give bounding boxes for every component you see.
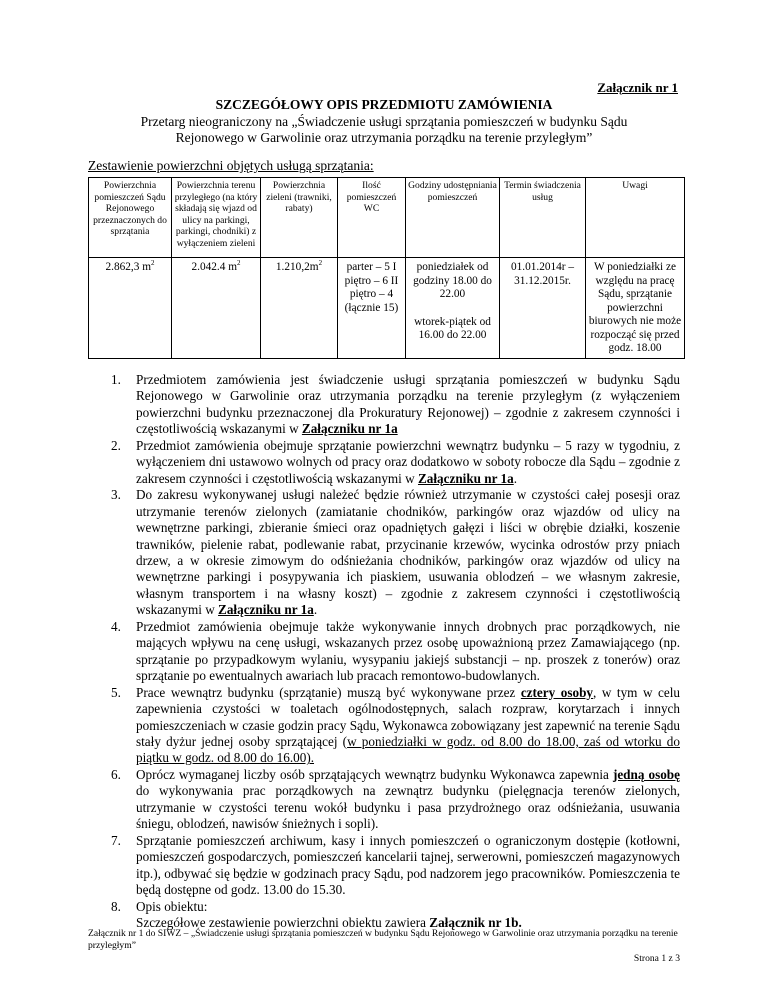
- table-row: [89, 258, 685, 359]
- cell-wc-count: parter – 5 I piętro – 6 II piętro – 4 (łącznie 15): [338, 258, 406, 359]
- cell-building-area: 2.862,3 $m^2$: [89, 258, 172, 359]
- page-number: Strona 1 z 3: [633, 953, 680, 964]
- table-title: Zestawienie powierzchni objętych usługą sprzątania:: [88, 158, 374, 173]
- list-item: 8. Opis obiektu: Szczegółowe zestawienie powierzchni obiektu zawiera Załącznik nr 1b.: [111, 898, 522, 930]
- document-title: SZCZEGÓŁOWY OPIS PRZEDMIOTU ZAMÓWIENIA: [215, 97, 553, 112]
- header-cell: Powierzchnia zieleni (trawniki, rabaty): [261, 178, 338, 258]
- cell-notes: W poniedziałki ze względu na pracę Sądu, sprzątanie powierzchni biurowych nie może rozpocząć się przed godz. 18.00: [586, 258, 685, 359]
- hours-tue-fri: wtorek-piątek od 16.00 do 22.00: [414, 315, 491, 341]
- document-subtitle: Przetarg nieograniczony na „Świadczenie usługi sprzątania pomieszczeń w budynku Sądu Rejonowego w Garwolinie oraz utrzymania porządku na terenie przyległym”: [140, 114, 628, 145]
- header-cell: Uwagi: [586, 178, 685, 258]
- header-cell: Powierzchnia terenu przyległego (na który składają się wjazd od ulicy na parkingi, parkingi, chodniki) z wyłączeniem zieleni: [172, 178, 261, 258]
- table-header-row: [89, 178, 685, 258]
- list-item: 7. Sprzątanie pomieszczeń archiwum, kasy i innych pomieszczeń o ograniczonym dostępie (kotłowni, pomieszczeń gospodarczych, pomieszczeń kancelarii tajnej, serwerowni, pomieszczeń magazynowych itp.), odbywać się będzie w godzinach pracy Sądu, pod nadzorem jego pracowników. Pomieszczenia te będą dostępne od godz. 13.00 do 15.30.: [111, 832, 680, 898]
- requirements-list: [88, 372, 680, 931]
- header-cell: Godziny udostępniania pomieszczeń: [406, 178, 500, 258]
- header-cell: Ilość pomieszczeń WC: [338, 178, 406, 258]
- list-item: 4. Przedmiot zamówienia obejmuje także wykonywanie innych drobnych prac porządkowych, nie mających wpływu na cenę usługi, wskazanych przez osobę upoważnioną przez Zamawiającego (np. sprzątanie po przypadkowym wylaniu, wysypaniu jakiejś substancji – np. proszek z tonerów) oraz sprzątanie po ewentualnych awariach lub pracach remontowo-budowlanych.: [111, 618, 680, 684]
- list-item: 3. Do zakresu wykonywanej usługi należeć będzie również utrzymanie w czystości całej posesji oraz utrzymanie terenów zielonych (zamiatanie chodników, parkingów oraz wjazdów od ulicy na wewnętrzne parkingi, zbieranie śmieci oraz opadniętych gałęzi i liści w obrębie działki, koszenie trawników, pielenie rabat, podlewanie rabat, przycinanie krzewów, wycinka odrostów przy pniach drzew, a w okresie zimowym do odśnieżania chodników, parkingów oraz wjazdów od ulicy na wewnętrzne parkingi i posypywania ich piaskiem, usuwania oblodzeń – we własnym zakresie, własnym transportem i na własny koszt) – zgodnie z zakresem czynności i częstotliwością wskazanymi w Załączniku nr 1a.: [111, 487, 680, 618]
- header-cell: Powierzchnia pomieszczeń Sądu Rejonowego przeznaczonych do sprzątania: [89, 178, 172, 258]
- annex-label: Załącznik nr 1: [597, 80, 678, 95]
- list-item: 6. Oprócz wymaganej liczby osób sprzątających wewnątrz budynku Wykonawca zapewnia jedną osobę do wykonywania prac porządkowych na zewnątrz budynku (pielęgnacja terenów zielonych, utrzymanie w czystości terenu wokół budynku i pasa przydrożnego oraz odśnieżania, usuwania śniegu, oblodzeń, nawisów śnieżnych i sopli).: [111, 766, 680, 832]
- cell-term: 01.01.2014r – 31.12.2015r.: [500, 258, 586, 359]
- page-footer: Załącznik nr 1 do SIWZ – „Świadczenie usługi sprzątania pomieszczeń w budynku Sądu Rejonowego w Garwolinie oraz utrzymania porządku na terenie przyległym”: [88, 928, 678, 951]
- hours-monday: poniedziałek od godziny 18.00 do 22.00: [413, 261, 492, 300]
- list-item: 1. Przedmiotem zamówienia jest świadczenie usługi sprzątania pomieszczeń w budynku Sądu Rejonowego w Garwolinie oraz utrzymania porządku na terenie przyległym (z wyłączeniem powierzchni budynku przeznaczonej dla Prokuratury Rejonowej) – zgodnie z zakresem czynności i częstotliwością wskazanymi w Załączniku nr 1a: [111, 372, 680, 437]
- header-cell: Termin świadczenia usług: [500, 178, 586, 258]
- cell-adjacent-area: 2.042.4 $m^2$: [172, 258, 261, 359]
- list-item: 2. Przedmiot zamówienia obejmuje sprzątanie powierzchni wewnątrz budynku – 5 razy w tygodniu, z wyłączeniem dni ustawowo wolnych od pracy oraz dodatkowo w soboty robocze dla Sądu – zgodnie z zakresem czynności i częstotliwością wskazanymi w Załączniku nr 1a.: [111, 437, 680, 486]
- cell-green-area: $1.210,2m^2$: [261, 258, 338, 359]
- cell-hours: [406, 258, 500, 359]
- area-summary-table: [88, 177, 685, 359]
- list-item: 5. Prace wewnątrz budynku (sprzątanie) muszą być wykonywane przez cztery osoby, w tym w celu zapewnienia czystości w toaletach ogólnodostępnych, salach rozpraw, korytarzach i innych pomieszczeniach w czasie godzin pracy Sądu, Wykonawca zobowiązany jest zapewnić na terenie Sądu stały dyżur jednej osoby sprzątającej (w poniedziałki w godz. od 8.00 do 18.00, zaś od wtorku do piątku w godz. od 8.00 do 16.00).: [111, 684, 680, 766]
